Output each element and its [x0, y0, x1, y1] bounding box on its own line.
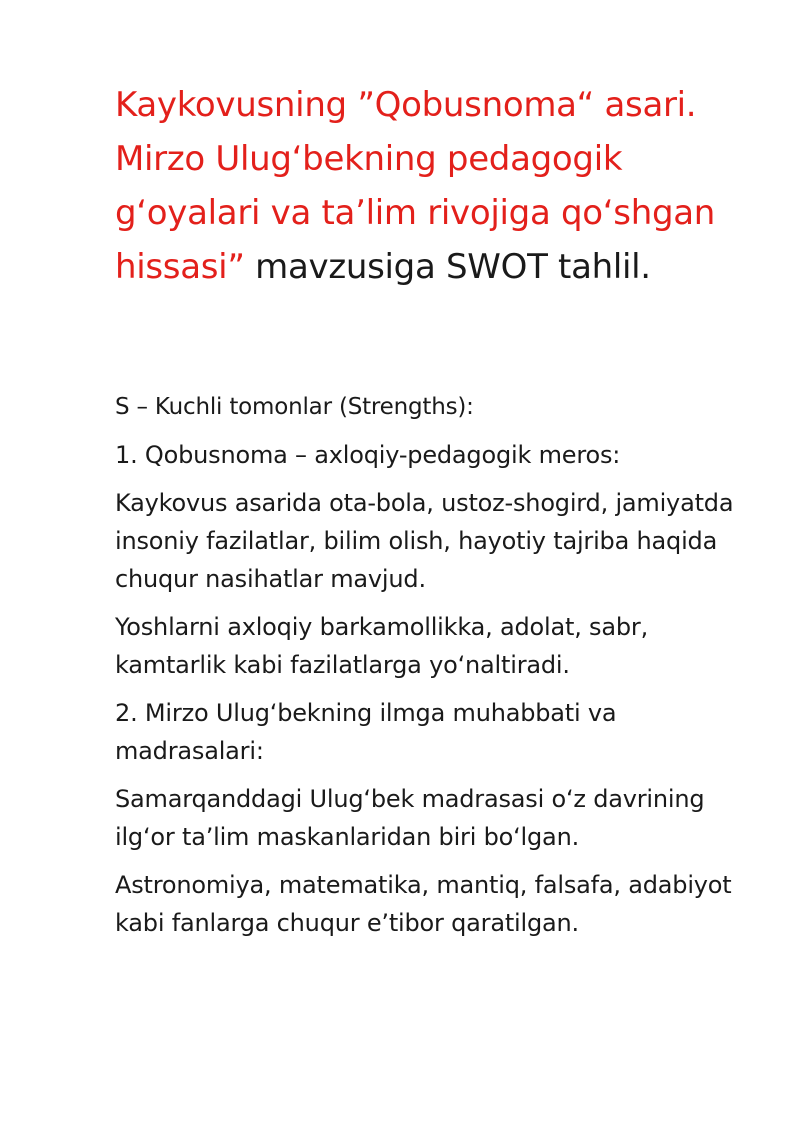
- paragraph-qobusnoma-values: Yoshlarni axloqiy barkamollikka, adolat, sabr, kamtarlik kabi fazilatlarga yo‘naltiradi.: [115, 613, 649, 679]
- paragraph-ulugbek-madrasa: Samarqanddagi Ulug‘bek madrasasi o‘z davrining ilg‘or ta’lim maskanlaridan biri bo‘lgan.: [115, 785, 705, 851]
- document-title: [115, 78, 755, 294]
- document-body: [115, 388, 755, 942]
- title-plain-part: mavzusiga SWOT tahlil.: [244, 247, 651, 287]
- paragraph-qobusnoma-content: Kaykovus asarida ota-bola, ustoz-shogird, jamiyatda insoniy fazilatlar, bilim olish, hayotiy tajriba haqida chuqur nasihatlar mavjud.: [115, 489, 734, 593]
- subheading-qobusnoma: 1. Qobusnoma – axloqiy-pedagogik meros:: [115, 441, 621, 469]
- title-highlighted-part: Kaykovusning ”Qobusnoma“ asari. Mirzo Ulug‘bekning pedagogik g‘oyalari va ta’lim rivojiga qo‘shgan hissasi”: [115, 85, 716, 287]
- subheading-ulugbek: 2. Mirzo Ulug‘bekning ilmga muhabbati va madrasalari:: [115, 699, 617, 765]
- section-heading-strengths: S – Kuchli tomonlar (Strengths):: [115, 394, 474, 420]
- document-page: [115, 78, 755, 952]
- paragraph-ulugbek-sciences: Astronomiya, matematika, mantiq, falsafa, adabiyot kabi fanlarga chuqur e’tibor qaratilgan.: [115, 871, 732, 937]
